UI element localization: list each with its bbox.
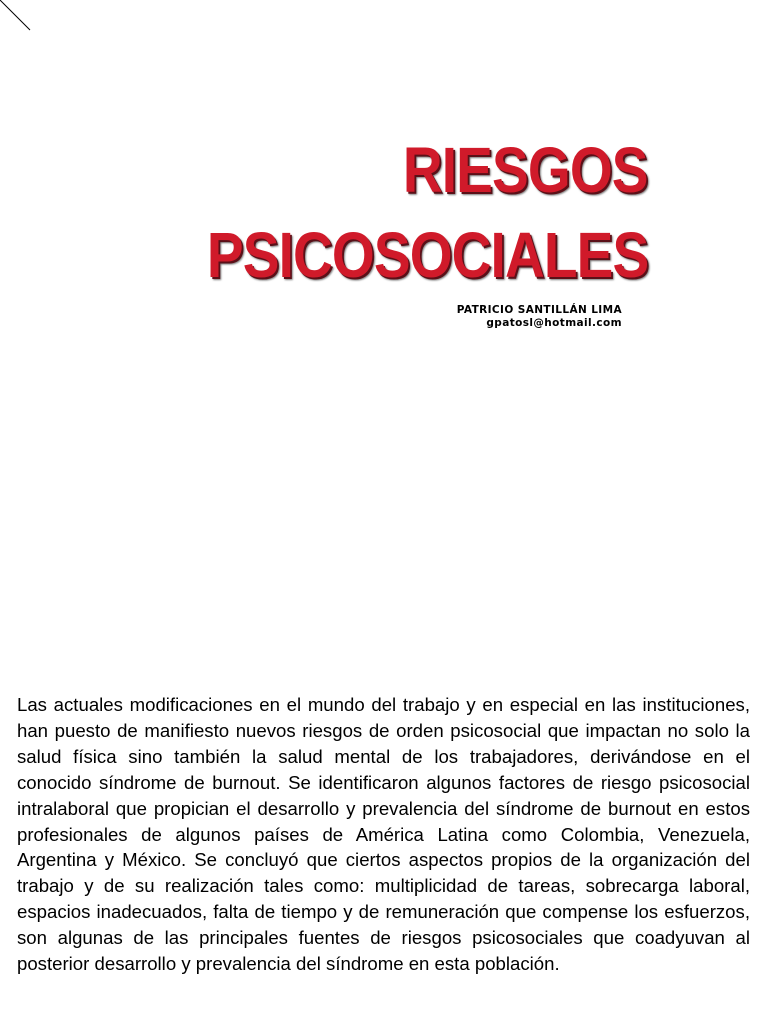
author-block [457,304,622,330]
author-email: gpatosl@hotmail.com [486,317,622,329]
abstract-paragraph: Las actuales modificaciones en el mundo del trabajo y en especial en las instituciones, han puesto de manifiesto nuevos riesgos de orden psicosocial que impactan no solo la salud física sino también la salud mental de los trabajadores, derivándose en el conocido síndrome de burnout. Se identificaron algunos factores de riesgo psicosocial intralaboral que propician el desarrollo y prevalencia del síndrome de burnout en estos profesionales de algunos países de América Latina como Colombia, Venezuela, Argentina y México. Se concluyó que ciertos aspectos propios de la organización del trabajo y de su realización tales como: multiplicidad de tareas, sobrecarga laboral, espacios inadecuados, falta de tiempo y de remuneración que compense los esfuerzos, son algunas de las principales fuentes de riesgos psicosociales que coadyuvan al posterior desarrollo y prevalencia del síndrome en esta población. [17,694,750,975]
corner-diagonal-line [0,0,34,34]
title-line-1: RIESGOS [403,134,648,206]
title-line-2: PSICOSOCIALES [206,219,648,291]
author-name: PATRICIO SANTILLÁN LIMA [456,304,622,316]
